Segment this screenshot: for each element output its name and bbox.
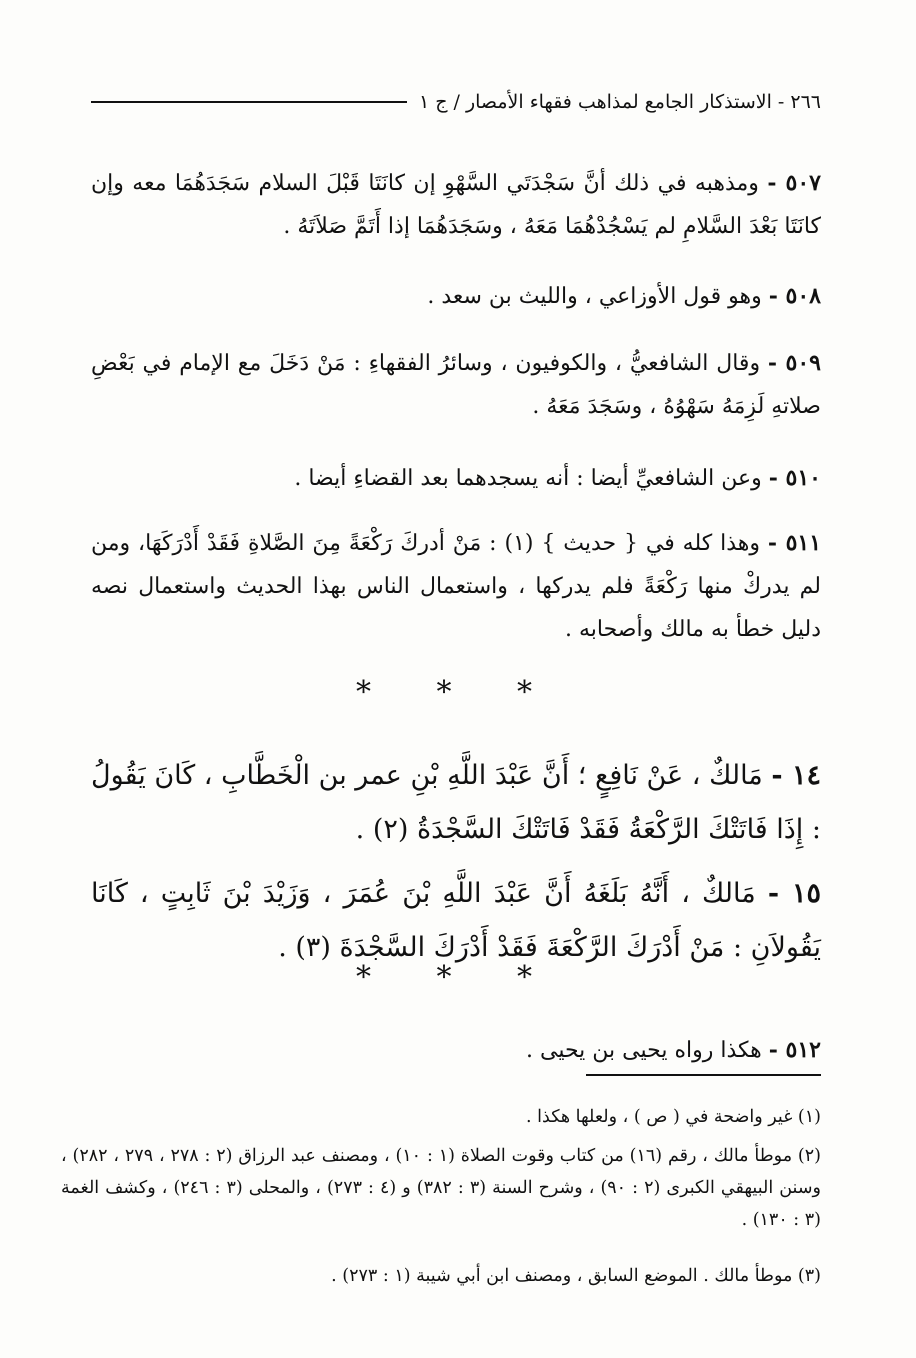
header-title: ٢٦٦ - الاستذكار الجامع لمذاهب فقهاء الأمصار / ج ١	[418, 91, 821, 113]
paragraph-number: ٥٠٩ -	[767, 350, 821, 376]
hadith-14	[91, 749, 821, 857]
paragraph-509	[91, 342, 821, 428]
paragraph-511	[91, 522, 821, 651]
paragraph-text: وعن الشافعيِّ أيضا : أنه يسجدهما بعد القضاءِ أيضا .	[294, 466, 762, 491]
hadith-15	[91, 867, 821, 975]
footnote-3: (٣) موطأ مالك . الموضع السابق ، ومصنف ابن أبي شيبة (١ : ٢٧٣) .	[331, 1265, 821, 1286]
hadith-text: مَالكٌ ، أَنَّهُ بَلَغَهُ أَنَّ عَبْدَ اللَّهِ بْنَ عُمَرَ ، وَزَيْدَ بْنَ ثَابِتٍ ، كَانَا يَقُولاَنِ : مَنْ أَدْرَكَ الرَّكْعَةَ فَقَدْ أَدْرَكَ السَّجْدَةَ (٣) .	[91, 878, 821, 963]
paragraph-text: هكذا رواه يحيى بن يحيى .	[526, 1038, 762, 1063]
footnote-2: (٢) موطأ مالك ، رقم (١٦) من كتاب وقوت الصلاة (١ : ١٠) ، ومصنف عبد الرزاق (٢ : ٢٧٨ ، ٢٧٩ ، ٢٨٢) ، وسنن البيهقي الكبرى (٢ : ٩٠) ، وشرح السنة (٣ : ٣٨٢) و (٤ : ٢٧٣) ، والمحلى (٣ : ٢٤٦) ، وكشف الغمة (٣ : ١٣٠) .	[61, 1145, 821, 1230]
footnote-divider	[586, 1074, 821, 1076]
running-header	[91, 82, 821, 122]
footnote-1: (١) غير واضحة في ( ص ) ، ولعلها هكذا .	[526, 1106, 821, 1127]
paragraph-text: وهذا كله في { حديث } (١) : مَنْ أدركَ رَكْعَةً مِنَ الصَّلاةِ فَقَدْ أَدْرَكَهَا، ومن لم يدركْ منها رَكْعَةً فلم يدركها ، واستعمال الناس بهذا الحديث واستعمال نصه دليل خطأ به مالك وأصحابه .	[91, 531, 821, 642]
section-separator-stars: * * *	[355, 675, 561, 710]
paragraph-number: ٥٠٧ -	[767, 170, 821, 196]
paragraph-text: وقال الشافعيُّ ، والكوفيون ، وسائرُ الفقهاءِ : مَنْ دَخَلَ مع الإمام في بَعْضِ صلاتهِ لَزِمَهُ سَهْوُهُ ، وسَجَدَ مَعَهُ .	[91, 351, 821, 419]
paragraph-number: ٥١٠ -	[768, 465, 821, 491]
paragraph-text: ومذهبه في ذلك أنَّ سَجْدَتَي السَّهْوِ إن كانَتَا قَبْلَ السلام سَجَدَهُمَا معه وإن كانَتَا بَعْدَ السَّلامِ لم يَسْجُدْهُمَا مَعَهُ ، وسَجَدَهُمَا إذا أَتَمَّ صَلاَتَهُ .	[91, 171, 821, 239]
hadith-number: ١٤ -	[771, 760, 821, 791]
paragraph-number: ٥٠٨ -	[768, 283, 821, 309]
paragraph-510	[91, 457, 821, 500]
section-separator-stars: * * *	[355, 960, 561, 995]
paragraph-text: وهو قول الأوزاعي ، والليث بن سعد .	[427, 284, 762, 309]
hadith-text: مَالكٌ ، عَنْ نَافِعٍ ؛ أَنَّ عَبْدَ اللَّهِ بْنِ عمر بن الْخَطَّابِ ، كَانَ يَقُولُ : إِذَا فَاتَتْكَ الرَّكْعَةُ فَقَدْ فَاتَتْكَ السَّجْدَةُ (٢) .	[91, 760, 821, 845]
hadith-number: ١٥ -	[767, 878, 821, 909]
paragraph-508	[91, 275, 821, 318]
paragraph-507	[91, 162, 821, 248]
paragraph-512	[91, 1029, 821, 1072]
paragraph-number: ٥١١ -	[767, 530, 822, 556]
paragraph-number: ٥١٢ -	[768, 1037, 821, 1063]
header-rule	[91, 101, 407, 103]
